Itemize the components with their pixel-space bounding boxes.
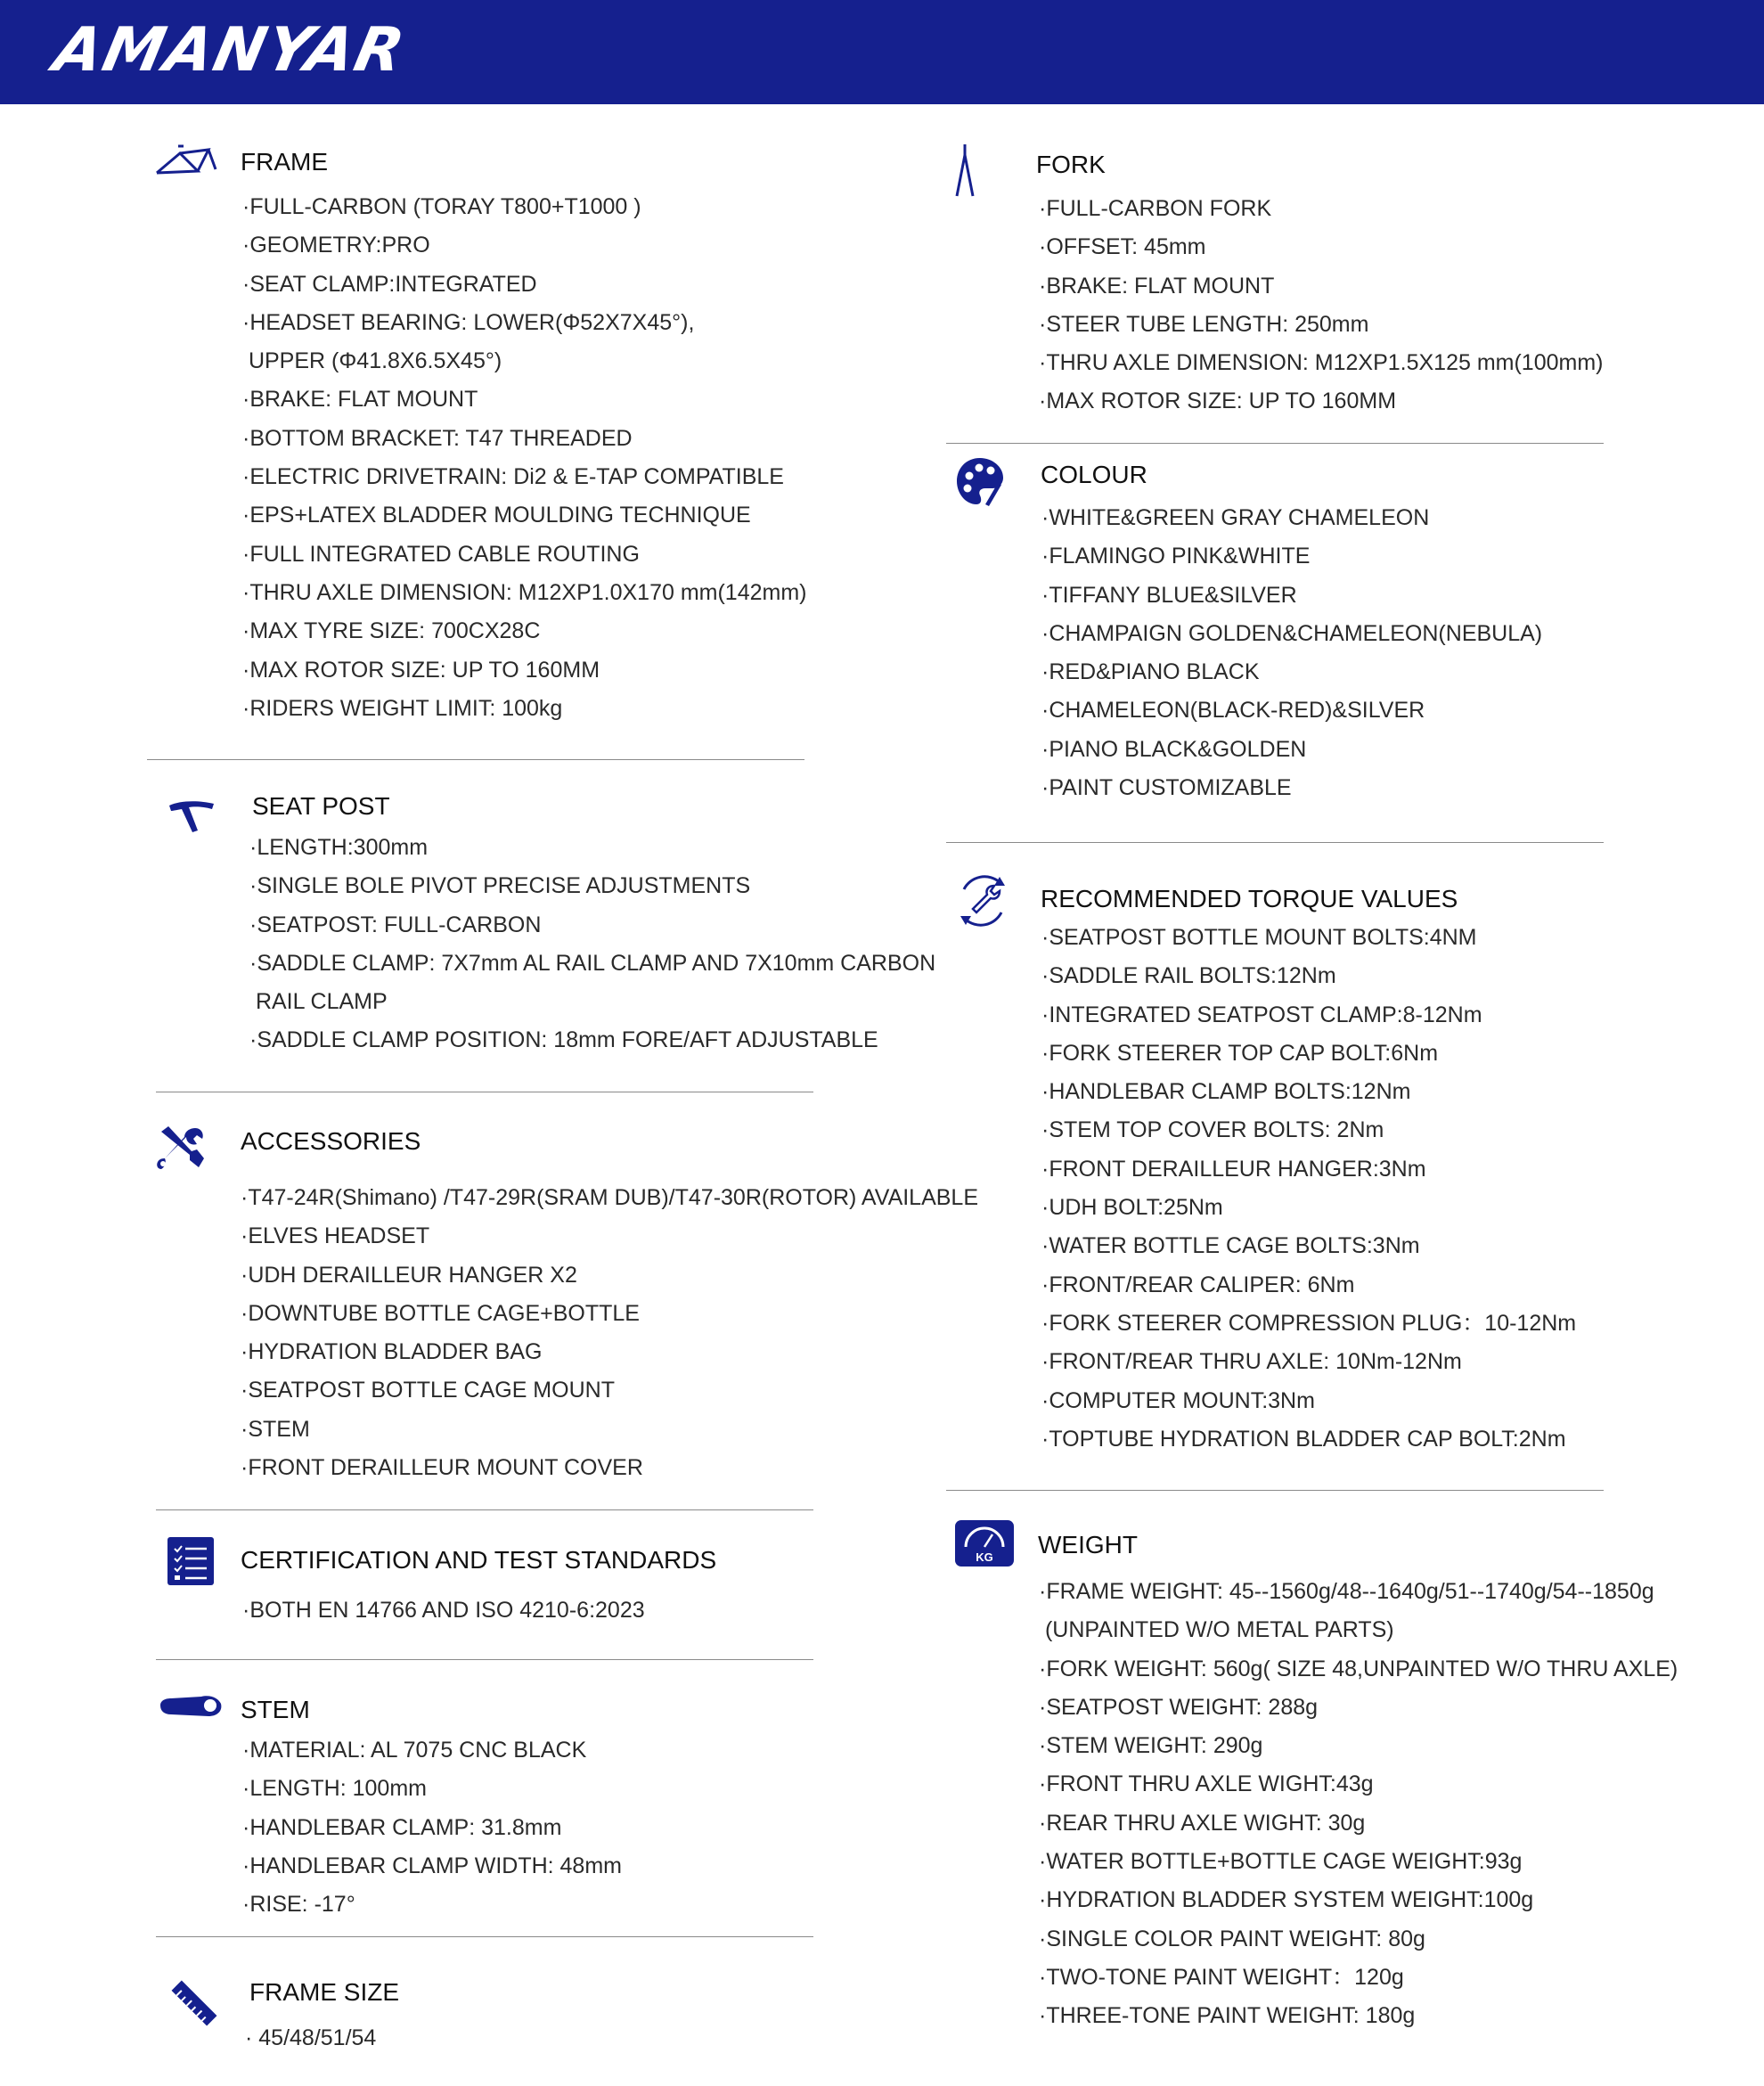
list-item: ·RIDERS WEIGHT LIMIT: 100kg (242, 695, 563, 721)
certification-title: CERTIFICATION AND TEST STANDARDS (241, 1546, 717, 1574)
list-item: ·ELVES HEADSET (241, 1223, 430, 1249)
list-item: ·SINGLE BOLE PIVOT PRECISE ADJUSTMENTS (249, 873, 751, 899)
list-item: ·LENGTH:300mm (249, 835, 429, 860)
list-item: ·RISE: -17° (242, 1892, 355, 1918)
list-item: ·WHITE&GREEN GRAY CHAMELEON (1041, 505, 1430, 530)
list-item: ·SEATPOST WEIGHT: 288g (1039, 1694, 1319, 1720)
list-item: ·T47-24R(Shimano) /T47-29R(SRAM DUB)/T47-30R(ROTOR) AVAILABLE (241, 1185, 979, 1210)
list-item: ·FULL-CARBON (TORAY T800+T1000 ) (242, 194, 641, 219)
list-item: ·CHAMELEON(BLACK-RED)&SILVER (1041, 698, 1425, 724)
list-item: ·MATERIAL: AL 7075 CNC BLACK (242, 1738, 587, 1763)
palette-icon (955, 456, 1005, 508)
list-item: ·HEADSET BEARING: LOWER(Φ52X7X45°), (242, 309, 695, 335)
frame-spec-list (242, 188, 807, 728)
list-item: ·UDH BOLT:25Nm (1041, 1195, 1223, 1221)
list-item: ·FRONT/REAR THRU AXLE: 10Nm-12Nm (1041, 1349, 1462, 1375)
torque-spec-list (1041, 919, 1576, 1459)
list-item: ·BRAKE: FLAT MOUNT (242, 387, 478, 413)
list-item: ·FRAME WEIGHT: 45--1560g/48--1640g/51--1740g/54--1850g (1039, 1579, 1654, 1604)
list-item: ·SADDLE RAIL BOLTS:12Nm (1041, 963, 1336, 989)
frame-size-spec-list (245, 2019, 376, 2057)
list-item: ·COMPUTER MOUNT:3Nm (1041, 1387, 1315, 1413)
list-item: ·MAX TYRE SIZE: 700CX28C (242, 618, 541, 644)
list-item: UPPER (Φ41.8X6.5X45°) (242, 348, 502, 374)
list-item: (UNPAINTED W/O METAL PARTS) (1039, 1617, 1394, 1643)
list-item: ·THREE-TONE PAINT WEIGHT: 180g (1039, 2003, 1416, 2029)
frame-icon (153, 143, 217, 180)
tools-icon (156, 1123, 206, 1173)
list-item: ·SADDLE CLAMP: 7X7mm AL RAIL CLAMP AND 7X10mm CARBON (249, 950, 936, 976)
fork-spec-list (1039, 190, 1604, 421)
list-item: ·FRONT THRU AXLE WIGHT:43g (1039, 1771, 1374, 1797)
list-item: ·HYDRATION BLADDER SYSTEM WEIGHT:100g (1039, 1887, 1534, 1913)
list-item: · 45/48/51/54 (245, 2025, 377, 2050)
list-item: ·FORK WEIGHT: 560g( SIZE 48,UNPAINTED W/O THRU AXLE) (1039, 1656, 1678, 1681)
scale-kg-icon (955, 1520, 1014, 1567)
list-item: ·THRU AXLE DIMENSION: M12XP1.0X170 mm(142mm) (242, 579, 807, 605)
list-item: ·BOTH EN 14766 AND ISO 4210-6:2023 (242, 1598, 645, 1623)
list-item: ·FULL INTEGRATED CABLE ROUTING (242, 541, 640, 567)
checklist-icon (167, 1537, 214, 1585)
divider (156, 1659, 813, 1660)
fork-icon (953, 143, 976, 200)
list-item: ·FULL-CARBON FORK (1039, 196, 1272, 221)
list-item: ·CHAMPAIGN GOLDEN&CHAMELEON(NEBULA) (1041, 620, 1543, 646)
list-item: ·UDH DERAILLEUR HANGER X2 (241, 1262, 577, 1288)
wrench-cycle-icon (955, 873, 1010, 928)
frame-size-title: FRAME SIZE (249, 1978, 400, 2006)
stem-spec-list (242, 1731, 622, 1924)
list-item: ·RED&PIANO BLACK (1041, 659, 1260, 685)
list-item: ·FORK STEERER TOP CAP BOLT:6Nm (1041, 1040, 1439, 1066)
list-item: ·SEATPOST BOTTLE MOUNT BOLTS:4NM (1041, 925, 1477, 950)
list-item: ·LENGTH: 100mm (242, 1776, 427, 1802)
list-item: ·STEER TUBE LENGTH: 250mm (1039, 311, 1369, 337)
list-item: ·FLAMINGO PINK&WHITE (1041, 544, 1311, 569)
list-item: ·FRONT DERAILLEUR HANGER:3Nm (1041, 1156, 1426, 1182)
colour-spec-list (1041, 499, 1542, 807)
list-item: ·EPS+LATEX BLADDER MOULDING TECHNIQUE (242, 503, 751, 528)
list-item: ·OFFSET: 45mm (1039, 234, 1206, 260)
divider (156, 1509, 813, 1510)
weight-spec-list (1039, 1573, 1678, 2036)
colour-title: COLOUR (1041, 461, 1147, 488)
list-item: ·STEM (241, 1416, 310, 1442)
seat-post-icon (167, 798, 217, 834)
list-item: ·SEATPOST BOTTLE CAGE MOUNT (241, 1378, 615, 1403)
list-item: ·MAX ROTOR SIZE: UP TO 160MM (1039, 389, 1397, 414)
list-item: ·SEAT CLAMP:INTEGRATED (242, 271, 537, 297)
list-item: ·STEM TOP COVER BOLTS: 2Nm (1041, 1117, 1384, 1143)
divider (946, 842, 1604, 843)
list-item: ·DOWNTUBE BOTTLE CAGE+BOTTLE (241, 1300, 640, 1326)
list-item: ·STEM WEIGHT: 290g (1039, 1733, 1263, 1759)
list-item: ·SADDLE CLAMP POSITION: 18mm FORE/AFT ADJUSTABLE (249, 1027, 878, 1053)
certification-spec-list (242, 1591, 645, 1630)
stem-icon (159, 1693, 223, 1720)
list-item: ·HANDLEBAR CLAMP: 31.8mm (242, 1814, 562, 1840)
list-item: ·TOPTUBE HYDRATION BLADDER CAP BOLT:2Nm (1041, 1426, 1566, 1452)
list-item: ·PIANO BLACK&GOLDEN (1041, 736, 1307, 762)
weight-title: WEIGHT (1038, 1531, 1138, 1558)
seat-post-spec-list (249, 829, 935, 1060)
header-bar (0, 0, 1764, 104)
list-item: ·TIFFANY BLUE&SILVER (1041, 582, 1297, 608)
list-item: ·MAX ROTOR SIZE: UP TO 160MM (242, 657, 600, 683)
list-item: ·ELECTRIC DRIVETRAIN: Di2 & E-TAP COMPATIBLE (242, 464, 784, 490)
seat-post-title: SEAT POST (252, 792, 390, 820)
divider (946, 1490, 1604, 1491)
accessories-spec-list (241, 1179, 978, 1487)
list-item: ·PAINT CUSTOMIZABLE (1041, 775, 1292, 801)
list-item: ·INTEGRATED SEATPOST CLAMP:8-12Nm (1041, 1002, 1482, 1027)
list-item: ·BOTTOM BRACKET: T47 THREADED (242, 425, 633, 451)
list-item: ·HYDRATION BLADDER BAG (241, 1339, 543, 1365)
list-item: ·BRAKE: FLAT MOUNT (1039, 273, 1275, 299)
list-item: ·GEOMETRY:PRO (242, 233, 430, 258)
scale-kg-label: KG (976, 1550, 993, 1564)
list-item: ·REAR THRU AXLE WIGHT: 30g (1039, 1810, 1366, 1836)
list-item: ·THRU AXLE DIMENSION: M12XP1.5X125 mm(100mm) (1039, 350, 1604, 376)
stem-title: STEM (241, 1696, 310, 1723)
list-item: ·HANDLEBAR CLAMP BOLTS:12Nm (1041, 1079, 1411, 1105)
list-item: ·HANDLEBAR CLAMP WIDTH: 48mm (242, 1853, 622, 1878)
ruler-icon (169, 1976, 219, 2030)
divider (147, 759, 804, 760)
brand-logo: AMANYAR (47, 15, 412, 86)
list-item: ·FORK STEERER COMPRESSION PLUG：10-12Nm (1041, 1310, 1577, 1336)
list-item: ·WATER BOTTLE CAGE BOLTS:3Nm (1041, 1233, 1420, 1259)
divider (946, 443, 1604, 444)
list-item: ·SEATPOST: FULL-CARBON (249, 912, 542, 937)
frame-title: FRAME (241, 148, 328, 176)
list-item: ·FRONT/REAR CALIPER: 6Nm (1041, 1272, 1355, 1297)
accessories-title: ACCESSORIES (241, 1127, 421, 1155)
torque-title: RECOMMENDED TORQUE VALUES (1041, 885, 1458, 912)
fork-title: FORK (1036, 151, 1106, 178)
list-item: ·SINGLE COLOR PAINT WEIGHT: 80g (1039, 1926, 1425, 1951)
list-item: ·TWO-TONE PAINT WEIGHT：120g (1039, 1964, 1404, 1990)
list-item: RAIL CLAMP (249, 989, 388, 1015)
divider (156, 1936, 813, 1937)
list-item: ·FRONT DERAILLEUR MOUNT COVER (241, 1455, 643, 1481)
list-item: ·WATER BOTTLE+BOTTLE CAGE WEIGHT:93g (1039, 1849, 1523, 1875)
